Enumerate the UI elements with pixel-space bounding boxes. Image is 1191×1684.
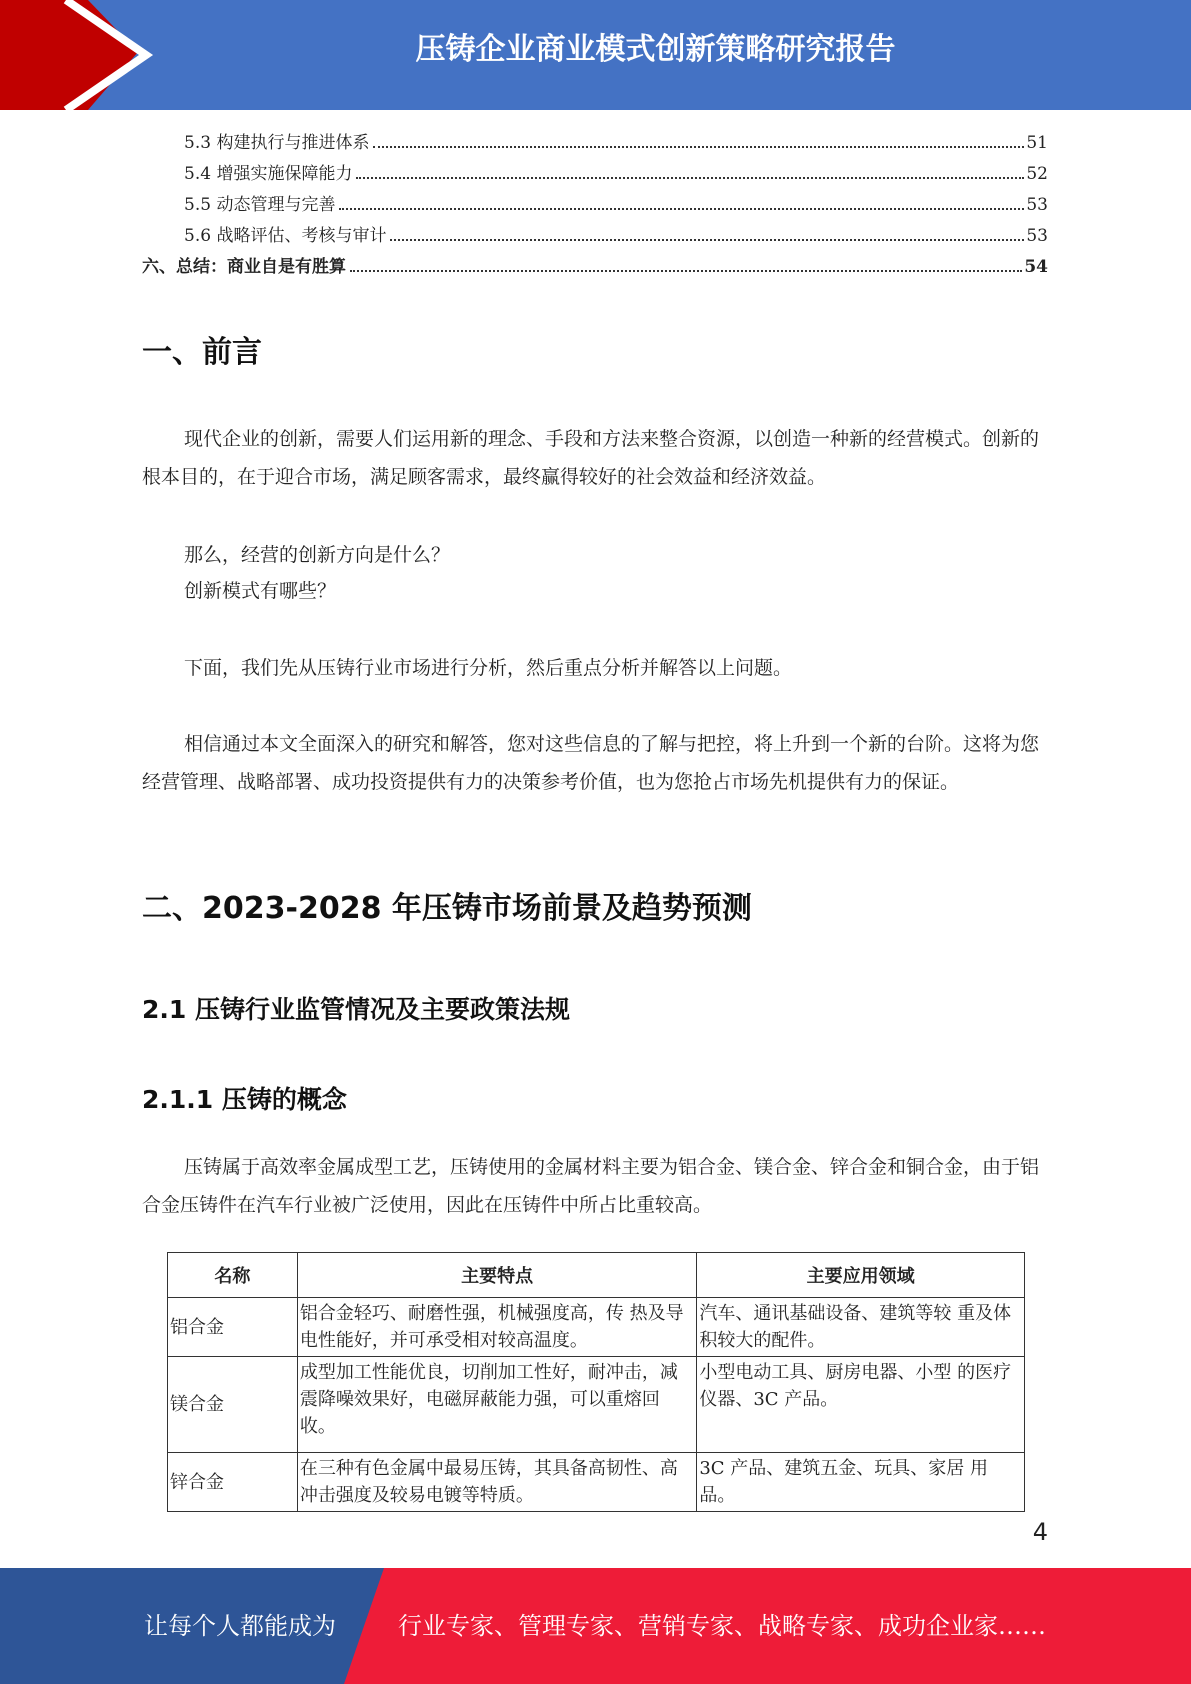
toc-entry[interactable] <box>142 190 1048 221</box>
table-cell: 成型加工性能优良，切削加工性好，耐冲击，减震降噪效果好，电磁屏蔽能力强，可以重熔回收。 <box>297 1357 697 1453</box>
toc-entry-label: 5.4 增强实施保障能力 <box>184 164 353 184</box>
toc-dot-leader <box>373 146 1024 148</box>
table-row <box>168 1357 1025 1453</box>
table-cell: 铝合金 <box>168 1298 298 1357</box>
toc-entry-label: 5.6 战略评估、考核与审计 <box>184 226 387 246</box>
toc-entry-label: 5.3 构建执行与推进体系 <box>184 133 370 153</box>
table-of-contents <box>142 128 1048 283</box>
toc-entry-page: 53 <box>1026 195 1048 215</box>
table-cell: 在三种有色金属中最易压铸，其具备高韧性、高冲击强度及较易电镀等特质。 <box>297 1453 697 1512</box>
table-cell: 铝合金轻巧、耐磨性强，机械强度高，传 热及导电性能好，并可承受相对较高温度。 <box>297 1298 697 1357</box>
toc-dot-leader <box>339 208 1024 210</box>
table-cell: 锌合金 <box>168 1453 298 1512</box>
subsection-heading-regulation: 2.1 压铸行业监管情况及主要政策法规 <box>142 995 570 1024</box>
toc-entry-page: 51 <box>1026 133 1048 153</box>
toc-entry[interactable] <box>142 128 1048 159</box>
page-number: 4 <box>1032 1518 1048 1546</box>
toc-entry-label: 六、总结：商业自是有胜算 <box>142 257 346 277</box>
column-header: 主要特点 <box>297 1253 697 1298</box>
table-cell: 小型电动工具、厨房电器、小型 的医疗仪器、3C 产品。 <box>697 1357 1025 1453</box>
report-title: 压铸企业商业模式创新策略研究报告 <box>415 32 896 67</box>
table-cell: 镁合金 <box>168 1357 298 1453</box>
preface-paragraph-3: 相信通过本文全面深入的研究和解答，您对这些信息的了解与把控，将上升到一个新的台阶。这将为您经营管理、战略部署、成功投资提供有力的决策参考价值，也为您抢占市场先机提供有力的保证。 <box>142 733 1040 793</box>
column-header: 主要应用领域 <box>697 1253 1025 1298</box>
preface-question-2: 创新模式有哪些？ <box>184 580 337 602</box>
footer-slogan-left: 让每个人都能成为 <box>144 1612 336 1640</box>
toc-entry-page: 52 <box>1026 164 1048 184</box>
column-header: 名称 <box>168 1253 298 1298</box>
preface-question-1: 那么，经营的创新方向是什么？ <box>184 544 451 566</box>
table-cell: 3C 产品、建筑五金、玩具、家居 用品。 <box>697 1453 1025 1512</box>
alloy-comparison-table <box>167 1252 1025 1512</box>
toc-dot-leader <box>356 177 1024 179</box>
toc-entry-page: 54 <box>1024 257 1048 277</box>
table-cell: 汽车、通讯基础设备、建筑等较 重及体积较大的配件。 <box>697 1298 1025 1357</box>
concept-paragraph: 压铸属于高效率金属成型工艺，压铸使用的金属材料主要为铝合金、镁合金、锌合金和铜合金，由于铝合金压铸件在汽车行业被广泛使用，因此在压铸件中所占比重较高。 <box>142 1156 1040 1216</box>
table-row <box>168 1453 1025 1512</box>
table-header-row <box>168 1253 1025 1298</box>
table-row <box>168 1298 1025 1357</box>
toc-dot-leader <box>390 239 1024 241</box>
toc-entry-label: 5.5 动态管理与完善 <box>184 195 336 215</box>
preface-paragraph-2: 下面，我们先从压铸行业市场进行分析，然后重点分析并解答以上问题。 <box>184 657 793 679</box>
section-heading-preface: 一、前言 <box>142 335 262 370</box>
page-header <box>0 0 1191 110</box>
footer-slogan-right: 行业专家、管理专家、营销专家、战略专家、成功企业家…… <box>398 1612 1046 1640</box>
subsection-heading-concept: 2.1.1 压铸的概念 <box>142 1085 347 1114</box>
section-heading-market: 二、2023-2028 年压铸市场前景及趋势预测 <box>142 891 752 926</box>
toc-entry-page: 53 <box>1026 226 1048 246</box>
toc-entry[interactable] <box>142 221 1048 252</box>
toc-dot-leader <box>350 270 1022 272</box>
page-footer <box>0 1568 1191 1684</box>
toc-entry[interactable] <box>142 252 1048 283</box>
preface-paragraph-1: 现代企业的创新，需要人们运用新的理念、手段和方法来整合资源，以创造一种新的经营模式。创新的根本目的，在于迎合市场，满足顾客需求，最终赢得较好的社会效益和经济效益。 <box>142 428 1040 488</box>
toc-entry[interactable] <box>142 159 1048 190</box>
